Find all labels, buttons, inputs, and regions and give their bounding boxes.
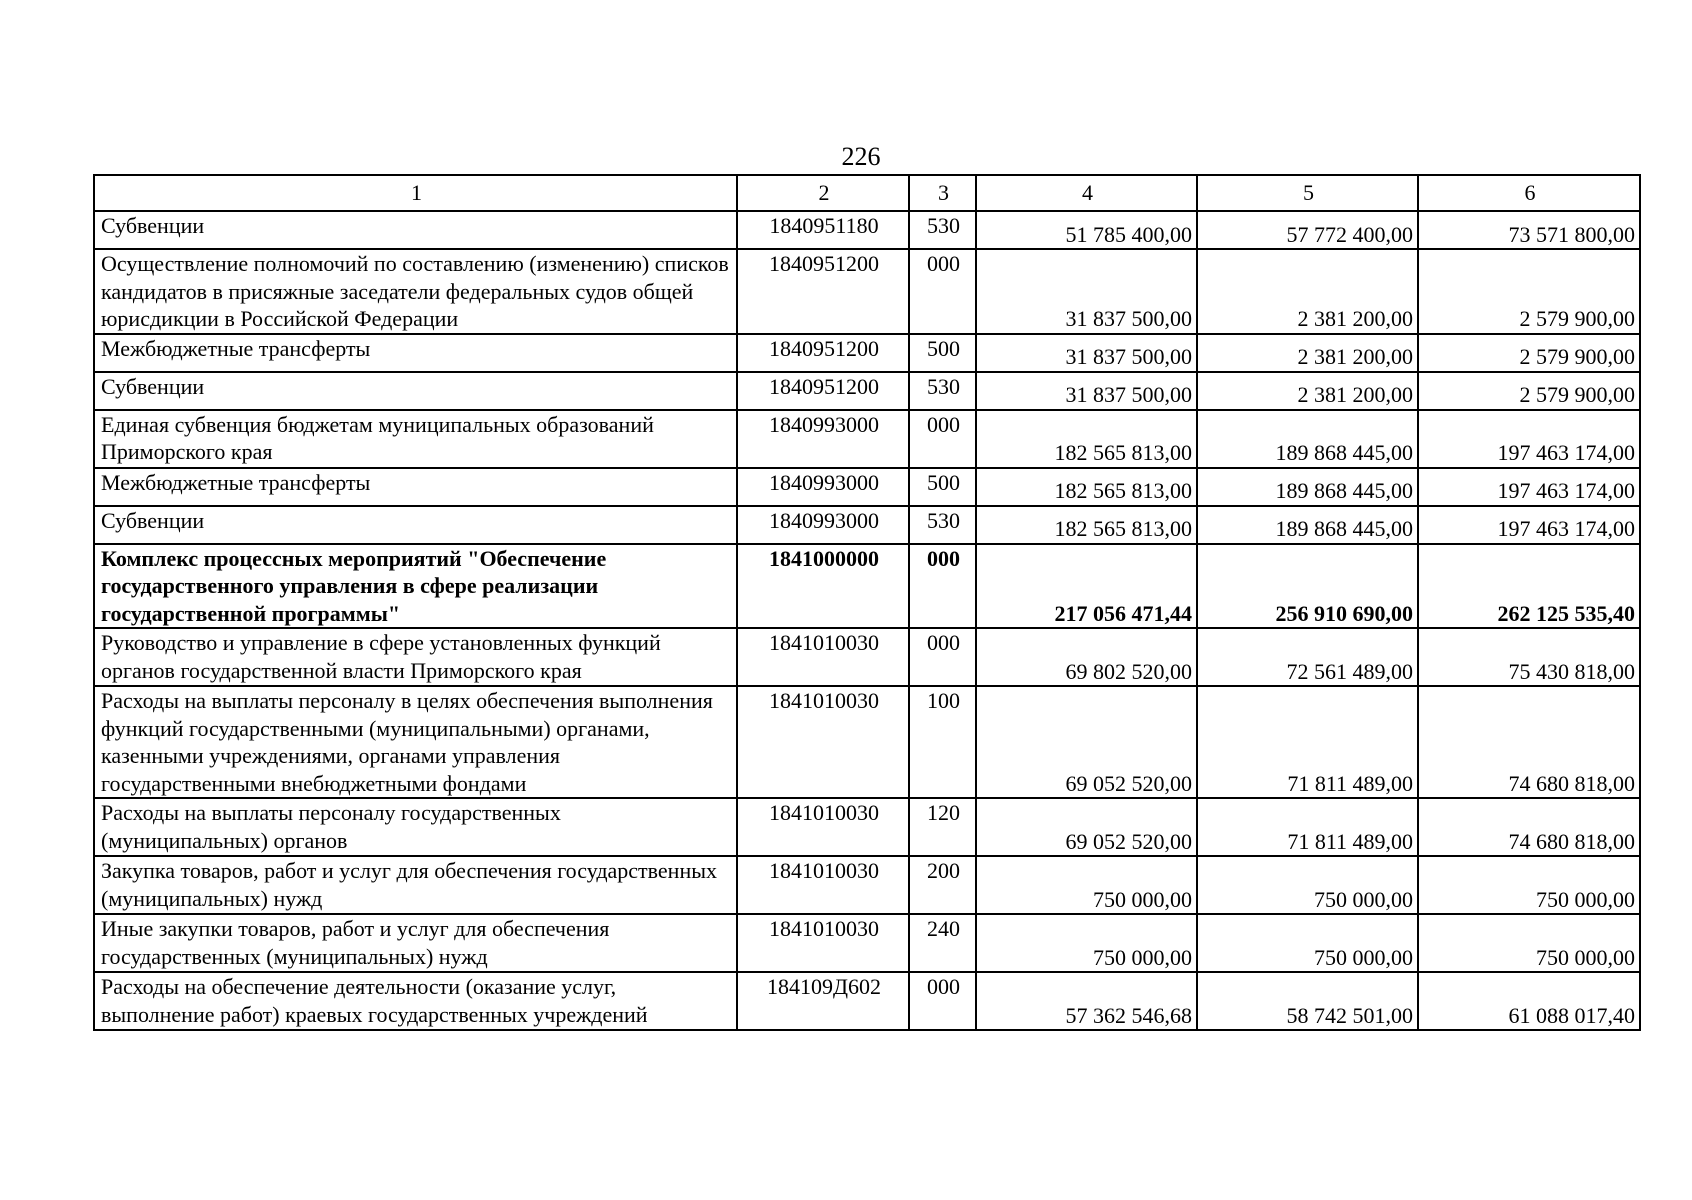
row-name-cell: Субвенции (94, 506, 737, 544)
column-header-6: 6 (1418, 175, 1640, 211)
row-name-cell: Единая субвенция бюджетам муниципальных образований Приморского края (94, 410, 737, 468)
page-number: 226 (841, 142, 881, 171)
row-amount-col4-cell: 750 000,00 (976, 856, 1197, 914)
column-header-2: 2 (737, 175, 909, 211)
row-amount-col6-cell: 2 579 900,00 (1418, 372, 1640, 410)
row-amount-col5-cell: 57 772 400,00 (1197, 211, 1418, 249)
row-amount-col6-cell: 73 571 800,00 (1418, 211, 1640, 249)
row-amount-col6-cell: 2 579 900,00 (1418, 249, 1640, 334)
row-amount-col5-cell: 189 868 445,00 (1197, 468, 1418, 506)
row-amount-col6-cell: 2 579 900,00 (1418, 334, 1640, 372)
row-amount-col5-cell: 189 868 445,00 (1197, 506, 1418, 544)
row-amount-col4-cell: 31 837 500,00 (976, 249, 1197, 334)
column-header-1: 1 (94, 175, 737, 211)
row-amount-col5-cell: 750 000,00 (1197, 856, 1418, 914)
row-amount-col5-cell: 2 381 200,00 (1197, 249, 1418, 334)
row-amount-col5-cell: 71 811 489,00 (1197, 686, 1418, 798)
row-name-cell: Расходы на обеспечение деятельности (оказание услуг, выполнение работ) краевых государственных учреждений (94, 972, 737, 1030)
table-row (94, 544, 1640, 629)
row-code-cell: 184109Д602 (737, 972, 909, 1030)
row-code-cell: 1840993000 (737, 506, 909, 544)
row-code-cell: 1840993000 (737, 468, 909, 506)
row-amount-col5-cell: 256 910 690,00 (1197, 544, 1418, 629)
row-code-cell: 1841010030 (737, 856, 909, 914)
row-expense-type-cell: 120 (909, 798, 976, 856)
row-amount-col5-cell: 2 381 200,00 (1197, 334, 1418, 372)
table-row (94, 410, 1640, 468)
row-expense-type-cell: 530 (909, 506, 976, 544)
row-amount-col4-cell: 217 056 471,44 (976, 544, 1197, 629)
table-row (94, 686, 1640, 798)
row-name-cell: Расходы на выплаты персоналу в целях обеспечения выполнения функций государственными (муниципальными) органами, казенными учреждениями, органами управления государственными внебюджетными фондами (94, 686, 737, 798)
row-code-cell: 1841010030 (737, 798, 909, 856)
table-header-row (94, 175, 1640, 211)
table-row (94, 914, 1640, 972)
row-expense-type-cell: 530 (909, 211, 976, 249)
row-amount-col5-cell: 71 811 489,00 (1197, 798, 1418, 856)
column-header-3: 3 (909, 175, 976, 211)
row-code-cell: 1840951200 (737, 372, 909, 410)
row-code-cell: 1841010030 (737, 628, 909, 686)
row-expense-type-cell: 000 (909, 972, 976, 1030)
row-amount-col4-cell: 69 802 520,00 (976, 628, 1197, 686)
row-expense-type-cell: 000 (909, 410, 976, 468)
table-row (94, 856, 1640, 914)
row-amount-col6-cell: 74 680 818,00 (1418, 686, 1640, 798)
row-amount-col4-cell: 31 837 500,00 (976, 372, 1197, 410)
table-row (94, 372, 1640, 410)
row-expense-type-cell: 530 (909, 372, 976, 410)
row-code-cell: 1841010030 (737, 914, 909, 972)
row-expense-type-cell: 000 (909, 628, 976, 686)
budget-table (93, 174, 1641, 1031)
row-name-cell: Межбюджетные трансферты (94, 468, 737, 506)
table-row (94, 506, 1640, 544)
row-name-cell: Закупка товаров, работ и услуг для обеспечения государственных (муниципальных) нужд (94, 856, 737, 914)
row-expense-type-cell: 100 (909, 686, 976, 798)
row-code-cell: 1840951180 (737, 211, 909, 249)
row-amount-col5-cell: 189 868 445,00 (1197, 410, 1418, 468)
row-amount-col4-cell: 69 052 520,00 (976, 798, 1197, 856)
row-name-cell: Комплекс процессных мероприятий "Обеспечение государственного управления в сфере реализации государственной программы" (94, 544, 737, 629)
row-amount-col4-cell: 51 785 400,00 (976, 211, 1197, 249)
table-row (94, 972, 1640, 1030)
row-name-cell: Иные закупки товаров, работ и услуг для обеспечения государственных (муниципальных) нужд (94, 914, 737, 972)
row-amount-col6-cell: 75 430 818,00 (1418, 628, 1640, 686)
row-code-cell: 1841000000 (737, 544, 909, 629)
row-name-cell: Межбюджетные трансферты (94, 334, 737, 372)
row-amount-col4-cell: 750 000,00 (976, 914, 1197, 972)
table-row (94, 249, 1640, 334)
table-row (94, 211, 1640, 249)
row-amount-col4-cell: 182 565 813,00 (976, 410, 1197, 468)
row-amount-col6-cell: 262 125 535,40 (1418, 544, 1640, 629)
row-amount-col6-cell: 750 000,00 (1418, 914, 1640, 972)
row-amount-col5-cell: 2 381 200,00 (1197, 372, 1418, 410)
row-expense-type-cell: 240 (909, 914, 976, 972)
row-amount-col6-cell: 61 088 017,40 (1418, 972, 1640, 1030)
row-expense-type-cell: 200 (909, 856, 976, 914)
row-amount-col5-cell: 72 561 489,00 (1197, 628, 1418, 686)
row-name-cell: Расходы на выплаты персоналу государственных (муниципальных) органов (94, 798, 737, 856)
row-code-cell: 1840993000 (737, 410, 909, 468)
row-name-cell: Субвенции (94, 372, 737, 410)
column-header-4: 4 (976, 175, 1197, 211)
table-row (94, 628, 1640, 686)
column-header-5: 5 (1197, 175, 1418, 211)
row-expense-type-cell: 000 (909, 249, 976, 334)
row-amount-col4-cell: 182 565 813,00 (976, 468, 1197, 506)
row-amount-col5-cell: 750 000,00 (1197, 914, 1418, 972)
table-row (94, 798, 1640, 856)
row-amount-col6-cell: 197 463 174,00 (1418, 506, 1640, 544)
row-expense-type-cell: 500 (909, 468, 976, 506)
budget-table-body (94, 175, 1640, 1030)
row-amount-col4-cell: 182 565 813,00 (976, 506, 1197, 544)
row-code-cell: 1840951200 (737, 334, 909, 372)
row-amount-col6-cell: 197 463 174,00 (1418, 410, 1640, 468)
row-name-cell: Субвенции (94, 211, 737, 249)
table-row (94, 334, 1640, 372)
row-amount-col4-cell: 69 052 520,00 (976, 686, 1197, 798)
row-expense-type-cell: 000 (909, 544, 976, 629)
row-amount-col6-cell: 197 463 174,00 (1418, 468, 1640, 506)
row-amount-col5-cell: 58 742 501,00 (1197, 972, 1418, 1030)
row-amount-col4-cell: 31 837 500,00 (976, 334, 1197, 372)
row-code-cell: 1840951200 (737, 249, 909, 334)
row-amount-col6-cell: 750 000,00 (1418, 856, 1640, 914)
table-row (94, 468, 1640, 506)
row-amount-col4-cell: 57 362 546,68 (976, 972, 1197, 1030)
row-name-cell: Руководство и управление в сфере установленных функций органов государственной власти Приморского края (94, 628, 737, 686)
row-amount-col6-cell: 74 680 818,00 (1418, 798, 1640, 856)
row-code-cell: 1841010030 (737, 686, 909, 798)
row-name-cell: Осуществление полномочий по составлению (изменению) списков кандидатов в присяжные заседатели федеральных судов общей юрисдикции в Российской Федерации (94, 249, 737, 334)
row-expense-type-cell: 500 (909, 334, 976, 372)
